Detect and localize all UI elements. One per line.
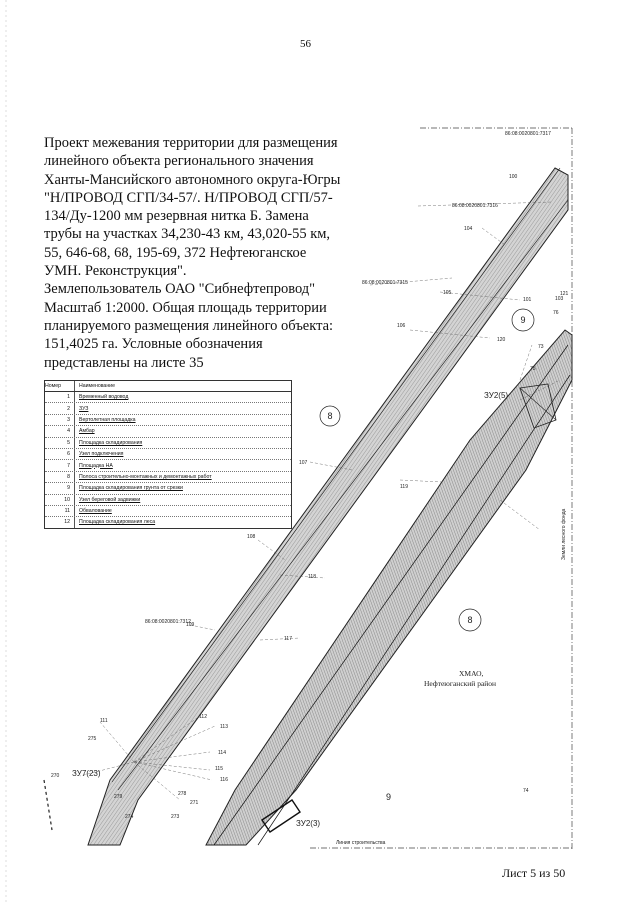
point-number: 76	[553, 310, 559, 316]
zone-label: ЗУ2(5)	[484, 391, 509, 400]
legend-row-number: 3	[45, 415, 75, 425]
region-label: ХМАО,	[459, 669, 484, 678]
legend-row	[45, 403, 291, 414]
point-number: 120	[497, 337, 506, 343]
legend-row-name: ЗУЗ	[79, 405, 89, 412]
title-line: 134/Ду-1200 мм резервная нитка Б. Замена	[44, 208, 309, 225]
legend-row-number: 10	[45, 495, 75, 505]
legend-row	[45, 426, 291, 437]
legend-circle-label: 9	[520, 315, 526, 325]
legend-row-number: 9	[45, 483, 75, 493]
point-number: 107	[299, 460, 308, 466]
legend-row	[45, 483, 291, 494]
legend-circle-label: 8	[327, 411, 333, 421]
legend-row-name: Площадка складирования леса	[79, 519, 156, 526]
point-number: 104	[464, 226, 473, 232]
legend-row	[45, 495, 291, 506]
zone-label: ЗУ7(23)	[72, 769, 101, 778]
title-line: планируемого размещения линейного объекта:	[44, 317, 334, 334]
legend-row	[45, 506, 291, 517]
point-number: 274	[125, 814, 134, 820]
legend-row	[45, 472, 291, 483]
legend-row-name: Амбар	[79, 428, 95, 435]
point-number: 116	[220, 777, 228, 783]
legend-row-number: 2	[45, 403, 75, 413]
left-dash-line	[44, 780, 52, 830]
point-number: 279	[114, 794, 123, 800]
title-line: 151,4025 га. Условные обозначения	[44, 336, 263, 353]
cadastral-label: 86:08:0020801:7315	[362, 280, 408, 286]
cadastral-label: 86:08:0020801:7317	[505, 131, 551, 137]
legend-row-name: Площадка складирования грунта от срезки	[79, 485, 183, 492]
point-number: 114	[218, 750, 226, 756]
point-number: 73	[538, 344, 544, 350]
legend-row	[45, 415, 291, 426]
point-number: 101	[523, 297, 532, 303]
legend-header	[45, 381, 291, 392]
legend-row	[45, 449, 291, 460]
point-number: 75	[530, 366, 536, 372]
point-number: 109	[186, 622, 195, 628]
point-number: 113	[220, 724, 228, 730]
point-number: 103	[555, 296, 564, 302]
title-line: Масштаб 1:2000. Общая площадь территории	[44, 299, 327, 316]
point-number: 273	[171, 814, 180, 820]
legend-row-name: Полоса строительно-монтажных и демонтажных работ	[79, 473, 212, 480]
point-number: 112	[199, 714, 207, 720]
point-number: 270	[51, 773, 60, 779]
legend-row-name: Узел подключения	[79, 451, 124, 458]
legend-row	[45, 392, 291, 403]
legend-row-number: 5	[45, 438, 75, 448]
point-number: 105	[443, 290, 452, 296]
title-line: представлены на листе 35	[44, 354, 204, 371]
point-number: 121	[560, 291, 569, 297]
legend-row-name: Площадка складирования	[79, 439, 143, 446]
legend-header-number: Номер	[45, 381, 75, 391]
point-number: 100	[509, 174, 518, 180]
legend-row-number: 6	[45, 449, 75, 459]
legend-row-name: Вертолетная площадка	[79, 416, 136, 423]
right-vertical-text: Земли лесного фонда	[561, 508, 567, 560]
point-number: 118	[308, 574, 316, 580]
point-number: 117	[284, 636, 292, 642]
cadastral-label: 86:08:0020801:7312	[145, 619, 191, 625]
title-line: УМН. Реконструкция".	[44, 263, 187, 280]
legend-row-name: Временный водовод	[79, 394, 129, 401]
point-number: 119	[400, 484, 408, 490]
title-line: "Н/ПРОВОД СГП/34-57/. Н/ПРОВОД СГП/57-	[44, 189, 333, 206]
title-line: Проект межевания территории для размещения	[44, 135, 338, 151]
point-number: 278	[178, 791, 187, 797]
bottom-small-text: Линия строительства	[336, 840, 386, 846]
legend-row-number: 4	[45, 426, 75, 436]
legend-row	[45, 460, 291, 471]
legend-row-number: 7	[45, 460, 75, 470]
title-line: трубы на участках 34,230-43 км, 43,020-55 км,	[44, 226, 331, 243]
cadastral-label: 86:08:0020801:7316	[452, 203, 498, 209]
legend-header-name: Наименование	[79, 383, 115, 389]
title-line: линейного объекта регионального значения	[44, 153, 314, 170]
title-line: 55, 646-68, 68, 195-69, 372 Нефтеюганское	[44, 244, 307, 261]
legend-row-number: 8	[45, 472, 75, 482]
point-number: 271	[190, 800, 199, 806]
legend-row-name: Площадка НА	[79, 462, 113, 469]
point-number: 108	[247, 534, 256, 540]
loose-number: 9	[386, 792, 392, 802]
legend-row	[45, 438, 291, 449]
legend-table	[44, 380, 292, 529]
point-number: 74	[523, 788, 529, 794]
legend-row	[45, 517, 291, 527]
point-number: 111	[100, 718, 108, 724]
legend-row-number: 1	[45, 392, 75, 402]
zone-label: ЗУ2(3)	[296, 819, 321, 828]
point-number: 275	[88, 736, 97, 742]
legend-circle-label: 8	[467, 615, 473, 625]
title-line: Ханты-Мансийского автономного округа-Югры	[44, 171, 341, 188]
title-line: Землепользователь ОАО "Сибнефтепровод"	[44, 281, 316, 298]
page-number: 56	[300, 38, 311, 50]
region-label: Нефтеюганский район	[424, 679, 497, 688]
legend-row-name: Обвалование	[79, 508, 112, 515]
point-number: 106	[397, 323, 406, 329]
legend-row-name: Узел береговой задвижки	[79, 496, 141, 503]
point-number: 115	[215, 766, 223, 772]
legend-row-number: 11	[45, 506, 75, 516]
sheet-number: Лист 5 из 50	[502, 866, 566, 880]
legend-row-number: 12	[45, 517, 75, 527]
